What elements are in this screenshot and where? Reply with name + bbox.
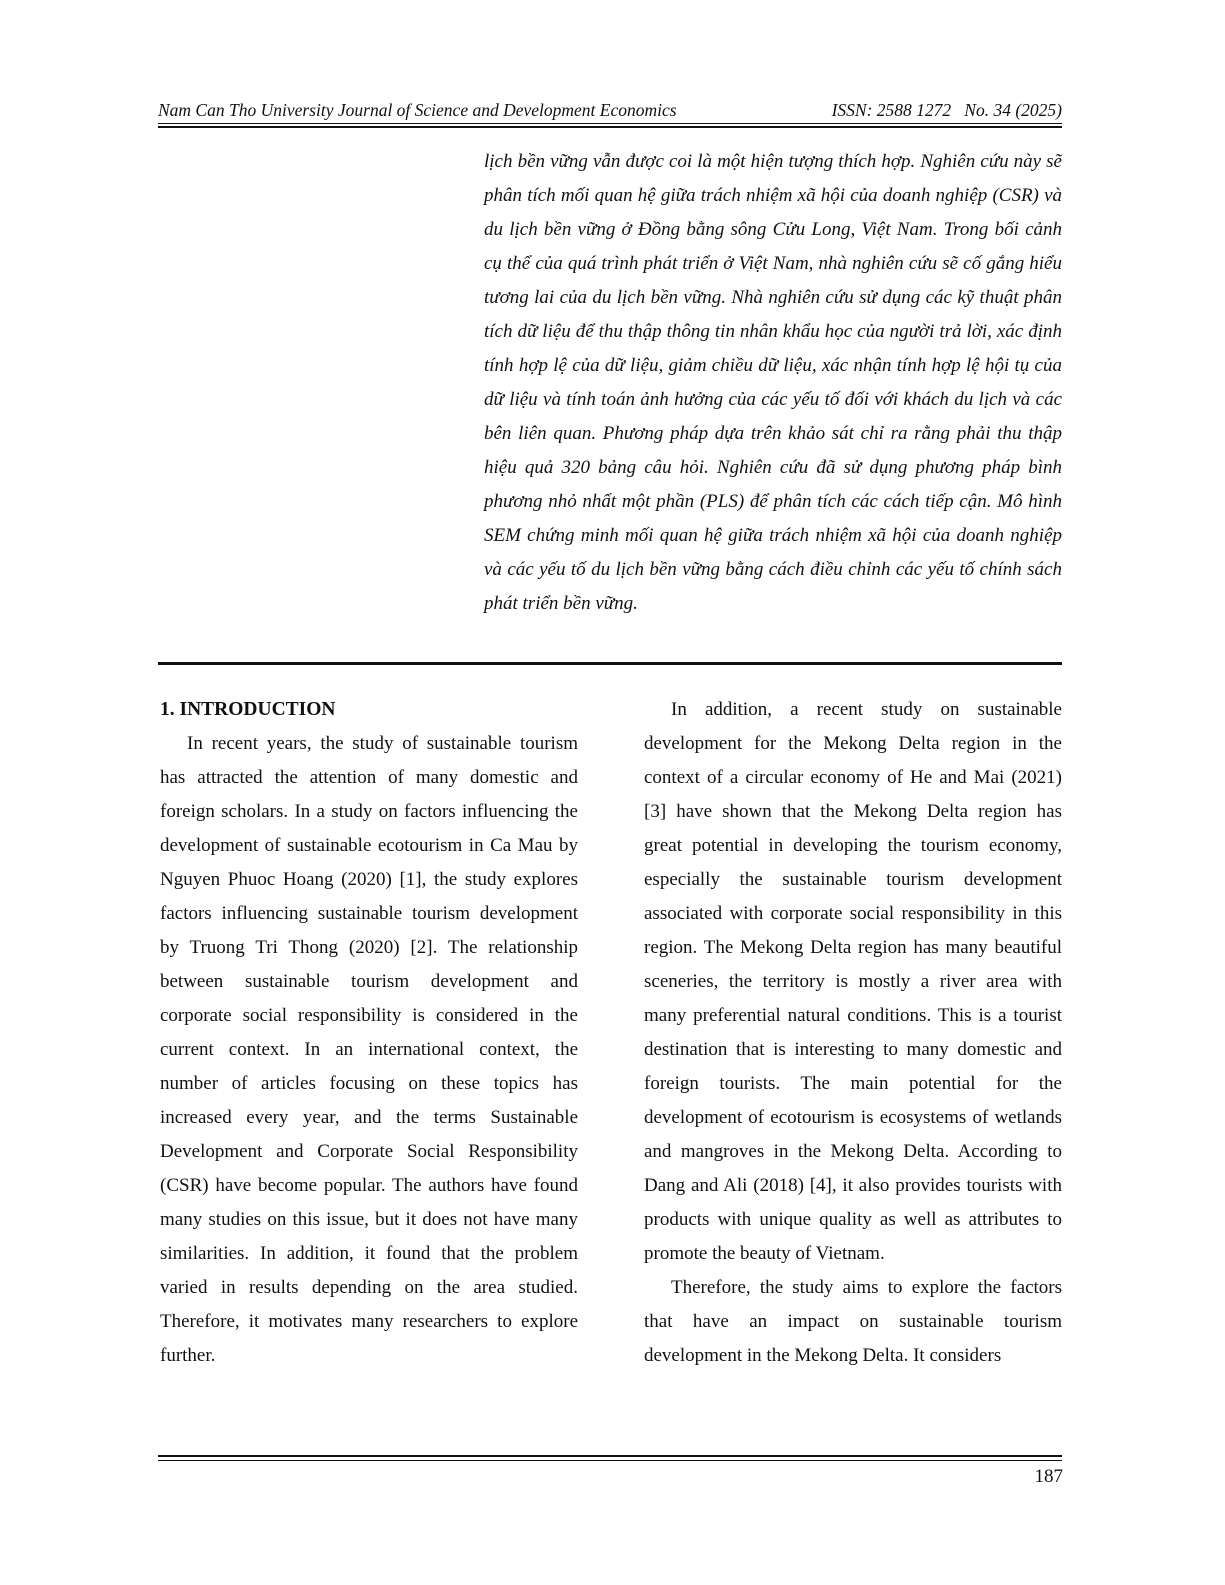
running-header: [158, 97, 1062, 124]
footer-rule-thin: [158, 1460, 1062, 1461]
journal-title: Nam Can Tho University Journal of Science and Development Economics: [158, 100, 677, 120]
abstract-divider: [158, 662, 1062, 665]
header-rule: [158, 126, 1062, 128]
issn-issue: ISSN: 2588 1272 No. 34 (2025): [831, 100, 1062, 120]
intro-paragraph-left: In recent years, the study of sustainable tourism has attracted the attention of many domestic and foreign scholars. In a study on factors influencing the development of sustainable ecotourism in Ca Mau by Nguyen Phuoc Hoang (2020) [1], the study explores factors influencing sustainable tourism development by Truong Tri Thong (2020) [2]. The relationship between sustainable tourism development and corporate social responsibility is considered in the current context. In an international context, the number of articles focusing on these topics has increased every year, and the terms Sustainable Development and Corporate Social Responsibility (CSR) have become popular. The authors have found many studies on this issue, but it does not have many similarities. In addition, it found that the problem varied in results depending on the area studied. Therefore, it motivates many researchers to explore further.: [160, 733, 578, 1366]
right-column: [644, 693, 1062, 1373]
footer-rule-thick: [158, 1455, 1062, 1457]
abstract-vietnamese: lịch bền vững vẫn được coi là một hiện tượng thích hợp. Nghiên cứu này sẽ phân tích mối quan hệ giữa trách nhiệm xã hội của doanh nghiệp (CSR) và du lịch bền vững ở Đồng bằng sông Cửu Long, Việt Nam. Trong bối cảnh cụ thể của quá trình phát triển ở Việt Nam, nhà nghiên cứu sẽ cố gắng hiểu tương lai của du lịch bền vững. Nhà nghiên cứu sử dụng các kỹ thuật phân tích dữ liệu để thu thập thông tin nhân khẩu học của người trả lời, xác định tính hợp lệ của dữ liệu, giảm chiều dữ liệu, xác nhận tính hợp lệ hội tụ của dữ liệu và tính toán ảnh hưởng của các yếu tố đối với khách du lịch và các bên liên quan. Phương pháp dựa trên khảo sát chỉ ra rằng phải thu thập hiệu quả 320 bảng câu hỏi. Nghiên cứu đã sử dụng phương pháp bình phương nhỏ nhất một phần (PLS) để phân tích các cách tiếp cận. Mô hình SEM chứng minh mối quan hệ giữa trách nhiệm xã hội của doanh nghiệp và các yếu tố du lịch bền vững bằng cách điều chỉnh các yếu tố chính sách phát triển bền vững.: [484, 151, 1062, 614]
section-title: 1. INTRODUCTION: [160, 699, 336, 720]
left-column: [160, 693, 578, 1373]
page-number: 187: [1034, 1466, 1063, 1487]
intro-paragraph-right-1: In addition, a recent study on sustainable development for the Mekong Delta region in the context of a circular economy of He and Mai (2021) [3] have shown that the Mekong Delta region has great potential in developing the tourism economy, especially the sustainable tourism development associated with corporate social responsibility in this region. The Mekong Delta region has many beautiful sceneries, the territory is mostly a river area with many preferential natural conditions. This is a tourist destination that is interesting to many domestic and foreign tourists. The main potential for the development of ecotourism is ecosystems of wetlands and mangroves in the Mekong Delta. According to Dang and Ali (2018) [4], it also provides tourists with products with unique quality as well as attributes to promote the beauty of Vietnam.: [644, 699, 1062, 1264]
intro-paragraph-right-2: Therefore, the study aims to explore the factors that have an impact on sustainable tourism development in the Mekong Delta. It considers: [644, 1277, 1062, 1366]
